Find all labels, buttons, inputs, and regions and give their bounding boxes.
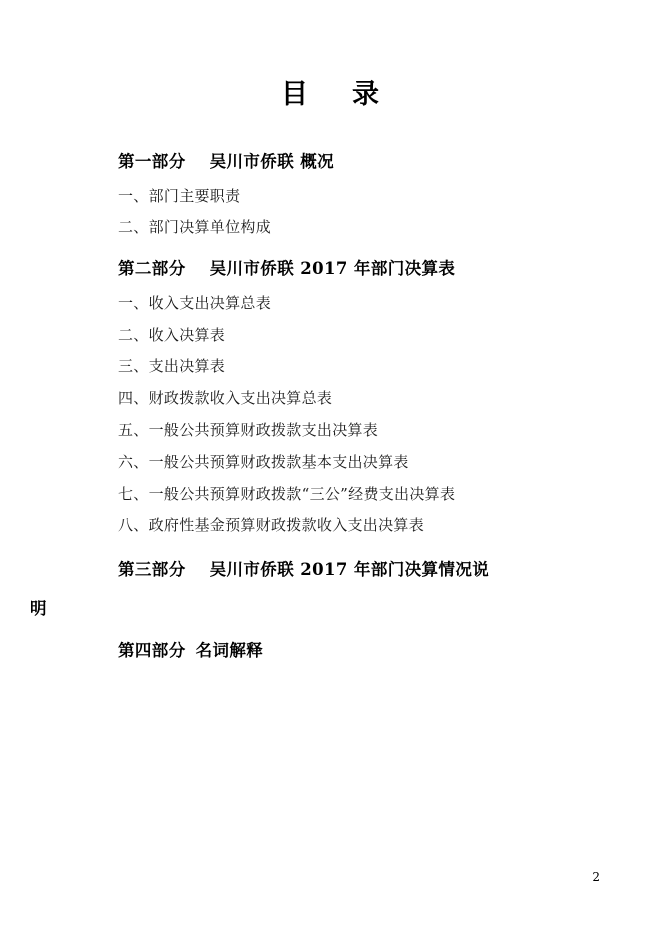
toc-item[interactable]: 六、一般公共预算财政拨款基本支出决算表 <box>118 452 409 471</box>
page-title <box>0 72 662 111</box>
toc-part-2-title: 吴川市侨联 2017 年部门决算表 <box>209 259 456 279</box>
page-title-left: 目 <box>281 79 310 110</box>
toc-item[interactable]: 一、部门主要职责 <box>118 186 241 205</box>
toc-part-3-label: 第三部分 <box>118 560 186 580</box>
toc-part-3-heading <box>118 556 602 584</box>
toc-item[interactable]: 四、财政拨款收入支出决算总表 <box>118 389 333 408</box>
toc-item[interactable]: 八、政府性基金预算财政拨款收入支出决算表 <box>118 516 425 535</box>
page-title-right: 录 <box>352 79 381 110</box>
toc-part-1-label: 第一部分 <box>118 152 186 171</box>
toc-item[interactable]: 三、支出决算表 <box>118 357 226 376</box>
table-of-contents <box>0 149 662 663</box>
page-number: 2 <box>592 870 600 884</box>
toc-item[interactable]: 一、收入支出决算总表 <box>118 293 272 312</box>
toc-part-1-heading <box>118 149 602 175</box>
toc-part-1-title: 吴川市侨联 概况 <box>209 152 335 171</box>
toc-item[interactable]: 二、收入决算表 <box>118 325 226 344</box>
toc-item[interactable]: 二、部门决算单位构成 <box>118 218 272 237</box>
toc-part-2-heading <box>118 256 602 282</box>
toc-part-4-label: 第四部分 <box>118 640 186 660</box>
toc-item[interactable]: 七、一般公共预算财政拨款“三公”经费支出决算表 <box>118 484 456 503</box>
toc-item[interactable]: 五、一般公共预算财政拨款支出决算表 <box>118 420 379 439</box>
toc-part-2-label: 第二部分 <box>118 259 186 279</box>
toc-part-4-title: 名词解释 <box>195 640 264 660</box>
toc-part-3-heading-continuation: 明 <box>30 599 47 619</box>
toc-part-4-heading <box>118 638 602 664</box>
toc-part-3-title: 吴川市侨联 2017 年部门决算情况说 <box>209 560 490 580</box>
